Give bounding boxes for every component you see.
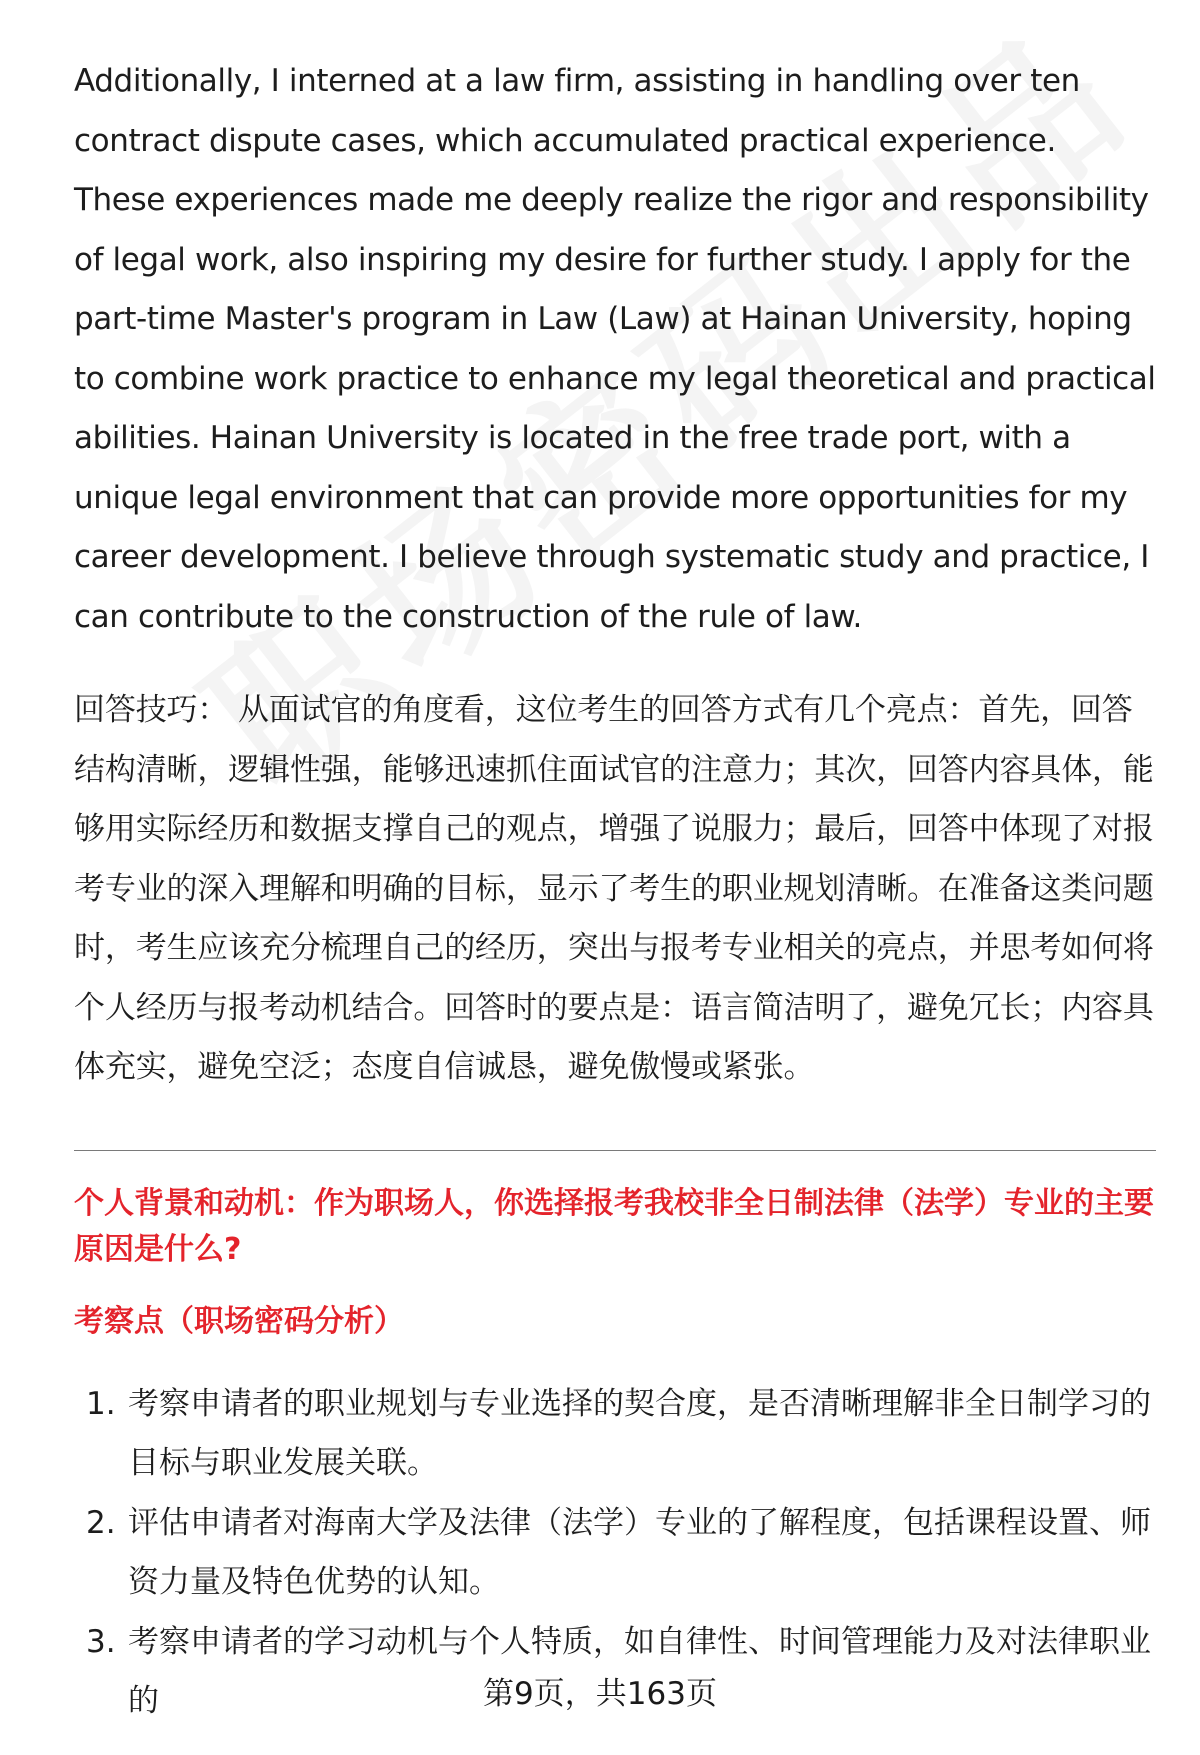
tips-label: 回答技巧： — [74, 692, 229, 728]
list-item-number: 2. — [86, 1504, 116, 1541]
list-item — [74, 1375, 1156, 1494]
list-item-text: 考察申请者的学习动机与个人特质，如自律性、时间管理能力及对法律职业的 — [128, 1623, 1151, 1719]
section-divider — [74, 1150, 1156, 1151]
page-number-footer: 第9页，共163页 — [483, 1676, 717, 1712]
assessment-heading: 考察点（职场密码分析） — [74, 1303, 404, 1339]
question-heading: 个人背景和动机：作为职场人，你选择报考我校非全日制法律（法学）专业的主要原因是什么? — [74, 1185, 1154, 1267]
tips-text: 从面试官的角度看，这位考生的回答方式有几个亮点：首先，回答结构清晰，逻辑性强，能够迅速抓住面试官的注意力；其次，回答内容具体，能够用实际经历和数据支撑自己的观点，增强了说服力；最后，回答中体现了对报考专业的深入理解和明确的目标，显示了考生的职业规划清晰。在准备这类问题时，考生应该充分梳理自己的经历，突出与报考专业相关的亮点，并思考如何将个人经历与报考动机结合。回答时的要点是：语言简洁明了，避免冗长；内容具体充实，避免空泛；态度自信诚恳，避免傲慢或紧张。 — [74, 692, 1154, 1085]
answer-tips — [74, 681, 1156, 1098]
list-item-text: 评估申请者对海南大学及法律（法学）专业的了解程度，包括课程设置、师资力量及特色优势的认知。 — [128, 1504, 1151, 1600]
list-item-number: 1. — [86, 1385, 116, 1422]
document-page — [74, 52, 1156, 1732]
list-item-text: 考察申请者的职业规划与专业选择的契合度，是否清晰理解非全日制学习的目标与职业发展关联。 — [128, 1385, 1151, 1481]
list-item — [74, 1494, 1156, 1613]
list-item-number: 3. — [86, 1623, 116, 1660]
answer-paragraph: Additionally, I interned at a law firm, assisting in handling over ten contract dispute cases, which accumulated practical experience. These experiences made me deeply realize the rigor and responsibility of legal work, also inspiring my desire for further study. I apply for the part-time Master's program in Law (Law) at Hainan University, hoping to combine work practice to enhance my legal theoretical and practical abilities. Hainan University is located in the free trade port, with a unique legal environment that can provide more opportunities for my career development. I believe through systematic study and practice, I can contribute to the construction of the rule of law. — [74, 63, 1156, 635]
